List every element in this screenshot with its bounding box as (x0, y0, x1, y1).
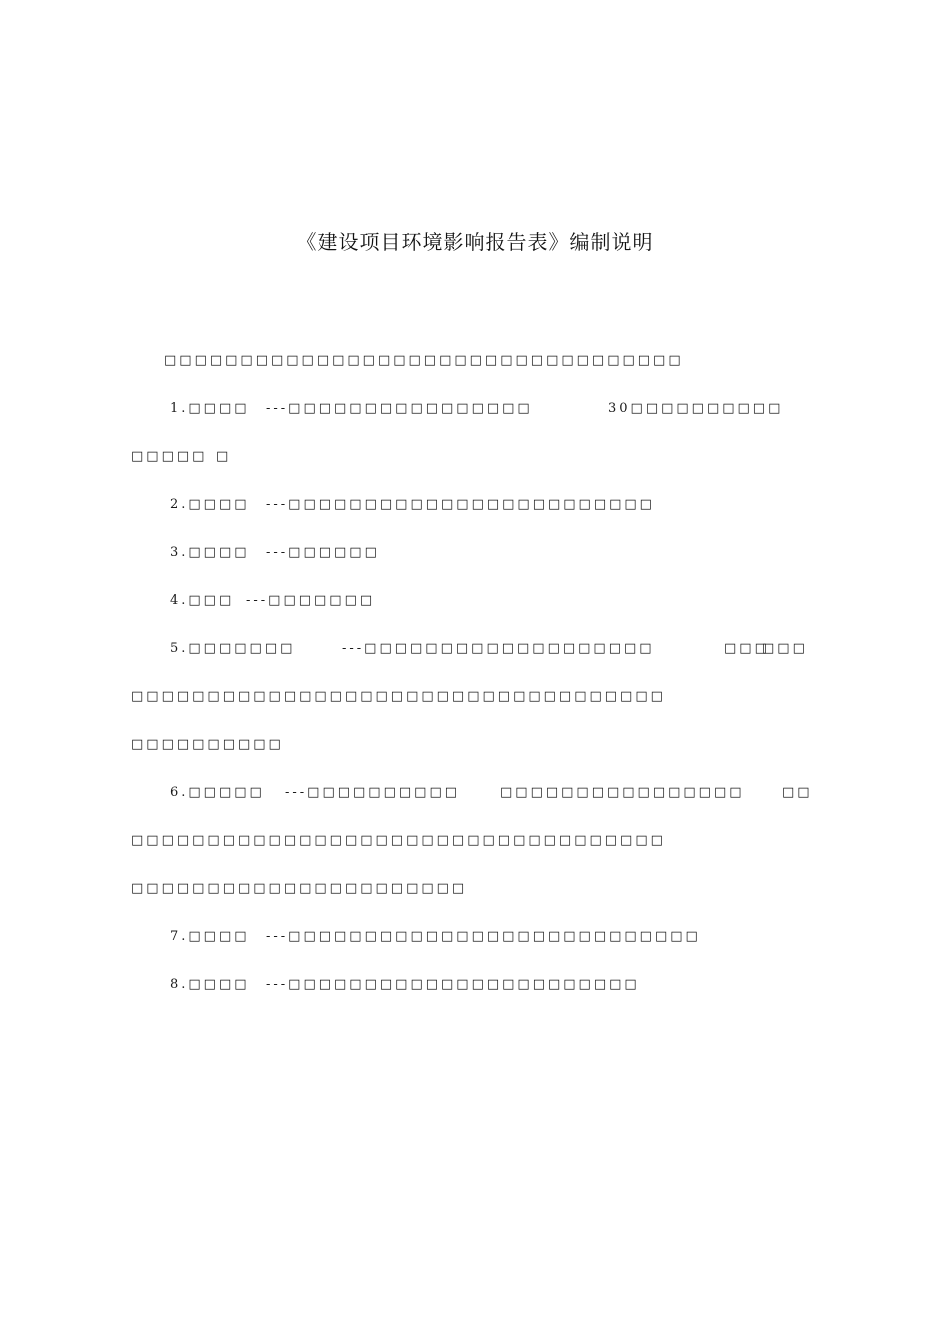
item-1-text: ---□□□□□□□□□□□□□□□□ (266, 401, 533, 416)
item-2-text: ---□□□□□□□□□□□□□□□□□□□□□□□□ (266, 497, 655, 512)
item-1-text-continued: 30□□□□□□□□□□ (608, 401, 784, 416)
item-8-text: ---□□□□□□□□□□□□□□□□□□□□□□□ (266, 977, 640, 992)
item-4-text: ---□□□□□□□ (246, 593, 376, 608)
item-5-wrap-2: □□□□□□□□□□ (131, 737, 284, 752)
item-6-text-b: □□□□□□□□□□□□□□□□ (500, 785, 745, 800)
item-6-label: 6.□□□□□ (170, 785, 265, 800)
item-2-label: 2.□□□□ (170, 497, 250, 512)
item-7-text: ---□□□□□□□□□□□□□□□□□□□□□□□□□□□ (266, 929, 701, 944)
item-6-text-c: □□ (782, 785, 813, 800)
item-5-text-c: □□□ (762, 641, 808, 656)
item-3-text: ---□□□□□□ (266, 545, 380, 560)
document-title: 《建设项目环境影响报告表》编制说明 (296, 230, 654, 254)
item-6-wrap-1: □□□□□□□□□□□□□□□□□□□□□□□□□□□□□□□□□□□ (131, 833, 666, 848)
item-5-text-b: □□□ (724, 641, 770, 656)
item-8-label: 8.□□□□ (170, 977, 250, 992)
item-4-label: 4.□□□ (170, 593, 235, 608)
item-1-wrap-end: □ (216, 449, 232, 464)
intro-line: □□□□□□□□□□□□□□□□□□□□□□□□□□□□□□□□□□ (164, 353, 684, 368)
item-6-wrap-2: □□□□□□□□□□□□□□□□□□□□□□ (131, 881, 468, 896)
item-3-label: 3.□□□□ (170, 545, 250, 560)
item-5-text: ---□□□□□□□□□□□□□□□□□□□ (342, 641, 655, 656)
item-1-label: 1.□□□□ (170, 401, 250, 416)
item-1-wrap: □□□□□ (131, 449, 208, 464)
item-5-wrap-1: □□□□□□□□□□□□□□□□□□□□□□□□□□□□□□□□□□□ (131, 689, 666, 704)
item-7-label: 7.□□□□ (170, 929, 250, 944)
item-5-label: 5.□□□□□□□ (170, 641, 296, 656)
item-6-text: ---□□□□□□□□□□ (285, 785, 461, 800)
